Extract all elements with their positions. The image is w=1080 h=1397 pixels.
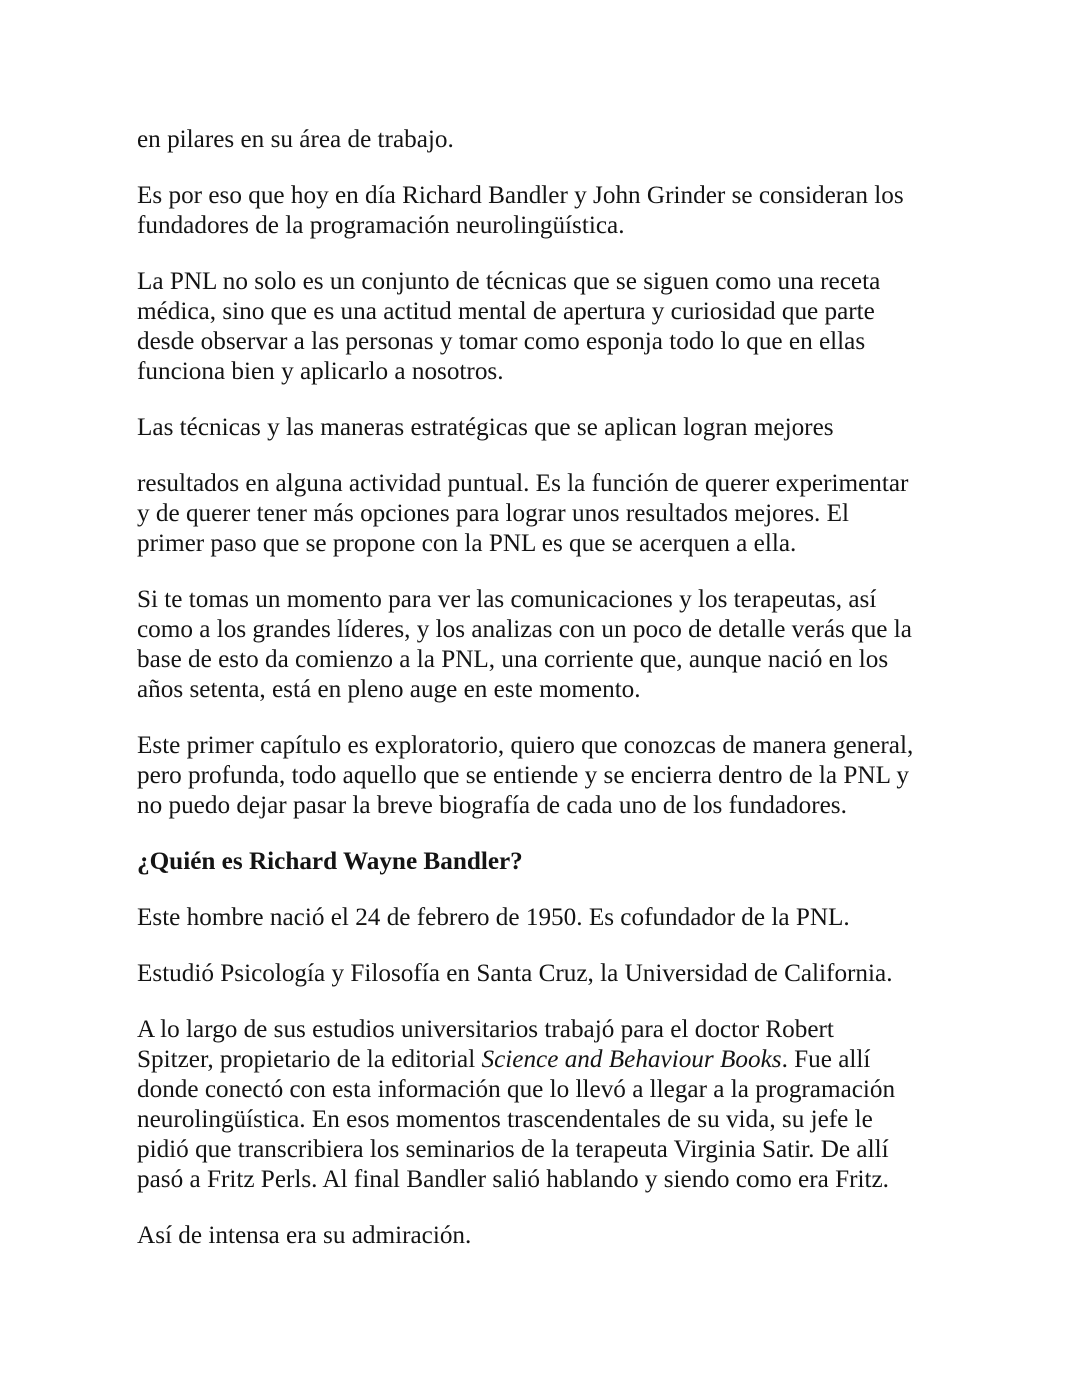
- text-line: años setenta, está en pleno auge en este momento.: [137, 676, 641, 703]
- text-line: Si te tomas un momento para ver las comunicaciones y los terapeutas, así: [137, 586, 877, 613]
- text-line: no puedo dejar pasar la breve biografía de cada uno de los fundadores.: [137, 792, 847, 819]
- text-line: pero profunda, todo aquello que se entiende y se encierra dentro de la PNL y: [137, 762, 909, 789]
- text-line: A lo largo de sus estudios universitarios trabajó para el doctor Robert: [137, 1016, 834, 1043]
- paragraph-founders: [137, 181, 960, 241]
- paragraph-closing: [137, 1221, 960, 1251]
- text-line: [137, 1045, 960, 1075]
- book-title: Science and Behaviour Books: [481, 1046, 782, 1073]
- paragraph-pnl-attitude: [137, 267, 960, 387]
- text-line: pidió que transcribiera los seminarios de la terapeuta Virginia Satir. De allí: [137, 1136, 889, 1163]
- text-line: en pilares en su área de trabajo.: [137, 126, 454, 153]
- text-segment: . Fue allí: [781, 1046, 871, 1073]
- paragraph-results: [137, 469, 960, 559]
- text-line: Es por eso que hoy en día Richard Bandler y John Grinder se consideran los: [137, 182, 904, 209]
- text-line: base de esto da comienzo a la PNL, una corriente que, aunque nació en los: [137, 646, 889, 673]
- paragraph-communications: [137, 585, 960, 705]
- text-line: Estudió Psicología y Filosofía en Santa Cruz, la Universidad de California.: [137, 960, 893, 987]
- text-line: pasó a Fritz Perls. Al final Bandler salió hablando y siendo como era Fritz.: [137, 1166, 889, 1193]
- paragraph-intro-continuation: [137, 125, 960, 155]
- text-line: Así de intensa era su admiración.: [137, 1222, 472, 1249]
- text-line: médica, sino que es una actitud mental de apertura y curiosidad que parte: [137, 298, 875, 325]
- text-line: La PNL no solo es un conjunto de técnicas que se siguen como una receta: [137, 268, 881, 295]
- paragraph-birth: [137, 903, 960, 933]
- text-line: Las técnicas y las maneras estratégicas que se aplican logran mejores: [137, 414, 834, 441]
- paragraph-techniques: [137, 413, 960, 443]
- text-line: primer paso que se propone con la PNL es que se acerquen a ella.: [137, 530, 797, 557]
- text-line: Este primer capítulo es exploratorio, quiero que conozcas de manera general,: [137, 732, 914, 759]
- paragraph-chapter-intro: [137, 731, 960, 821]
- section-heading: ¿Quién es Richard Wayne Bandler?: [137, 848, 523, 875]
- text-line: como a los grandes líderes, y los analizas con un poco de detalle verás que la: [137, 616, 912, 643]
- text-line: desde observar a las personas y tomar como esponja todo lo que en ellas: [137, 328, 866, 355]
- paragraph-spitzer: [137, 1015, 960, 1195]
- text-line: Este hombre nació el 24 de febrero de 1950. Es cofundador de la PNL.: [137, 904, 850, 931]
- text-line: y de querer tener más opciones para lograr unos resultados mejores. El: [137, 500, 850, 527]
- text-line: neurolingüística. En esos momentos trascendentales de su vida, su jefe le: [137, 1106, 873, 1133]
- paragraph-studies: [137, 959, 960, 989]
- text-line: funciona bien y aplicarlo a nosotros.: [137, 358, 504, 385]
- text-line: resultados en alguna actividad puntual. Es la función de querer experimentar: [137, 470, 909, 497]
- text-line: donde conectó con esta información que lo llevó a llegar a la programación: [137, 1076, 896, 1103]
- text-line: fundadores de la programación neurolingüística.: [137, 212, 625, 239]
- text-segment: Spitzer, propietario de la editorial: [137, 1046, 482, 1073]
